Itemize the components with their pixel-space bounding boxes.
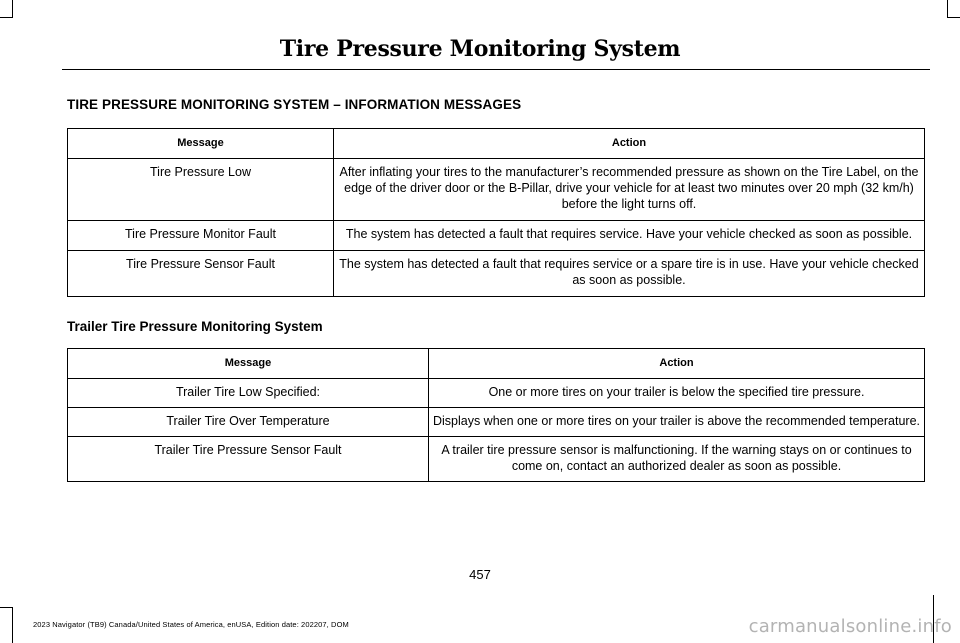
table-row (68, 437, 925, 482)
message-cell: Trailer Tire Low Specified: (68, 379, 429, 408)
message-cell: Trailer Tire Pressure Sensor Fault (68, 437, 429, 482)
crop-mark-top-left-horizontal (0, 17, 13, 18)
information-messages-table (67, 128, 925, 297)
column-header-action: Action (334, 129, 925, 159)
crop-mark-bottom-left-vertical (12, 607, 13, 643)
table-row (68, 221, 925, 251)
message-cell: Trailer Tire Over Temperature (68, 408, 429, 437)
action-cell: A trailer tire pressure sensor is malfunctioning. If the warning stays on or continues to come on, contact an authorized dealer as soon as possible. (429, 437, 925, 482)
action-cell: After inflating your tires to the manufacturer’s recommended pressure as shown on the Tire Label, on the edge of the driver door or the B-Pillar, drive your vehicle for at least two minutes over 20 mph (32 km/h) before the light turns off. (334, 159, 925, 221)
action-cell: Displays when one or more tires on your trailer is above the recommended temperature. (429, 408, 925, 437)
page-title: Tire Pressure Monitoring System (279, 36, 681, 62)
section-heading: TIRE PRESSURE MONITORING SYSTEM – INFORMATION MESSAGES (67, 97, 522, 112)
table-row (68, 159, 925, 221)
column-header-action: Action (429, 349, 925, 379)
crop-mark-top-left-vertical (12, 0, 13, 17)
action-cell: The system has detected a fault that requires service. Have your vehicle checked as soon as possible. (334, 221, 925, 251)
table-row (68, 408, 925, 437)
message-cell: Tire Pressure Sensor Fault (68, 251, 334, 297)
title-rule (62, 69, 930, 70)
watermark: carmanualsonline.info (748, 616, 952, 637)
message-cell: Tire Pressure Low (68, 159, 334, 221)
message-cell: Tire Pressure Monitor Fault (68, 221, 334, 251)
crop-mark-bottom-left-horizontal (0, 607, 13, 608)
table-row (68, 251, 925, 297)
trailer-section-heading: Trailer Tire Pressure Monitoring System (67, 319, 323, 334)
trailer-messages-table (67, 348, 925, 482)
page-number: 457 (469, 567, 491, 582)
action-cell: One or more tires on your trailer is below the specified tire pressure. (429, 379, 925, 408)
crop-mark-top-right-horizontal (947, 17, 960, 18)
table-header-row (68, 129, 925, 159)
column-header-message: Message (68, 129, 334, 159)
edition-footer: 2023 Navigator (TB9) Canada/United States of America, enUSA, Edition date: 202207, DOM (33, 620, 349, 629)
action-cell: The system has detected a fault that requires service or a spare tire is in use. Have your vehicle checked as soon as possible. (334, 251, 925, 297)
column-header-message: Message (68, 349, 429, 379)
crop-mark-top-right-vertical (947, 0, 948, 17)
table-row (68, 379, 925, 408)
table-header-row (68, 349, 925, 379)
